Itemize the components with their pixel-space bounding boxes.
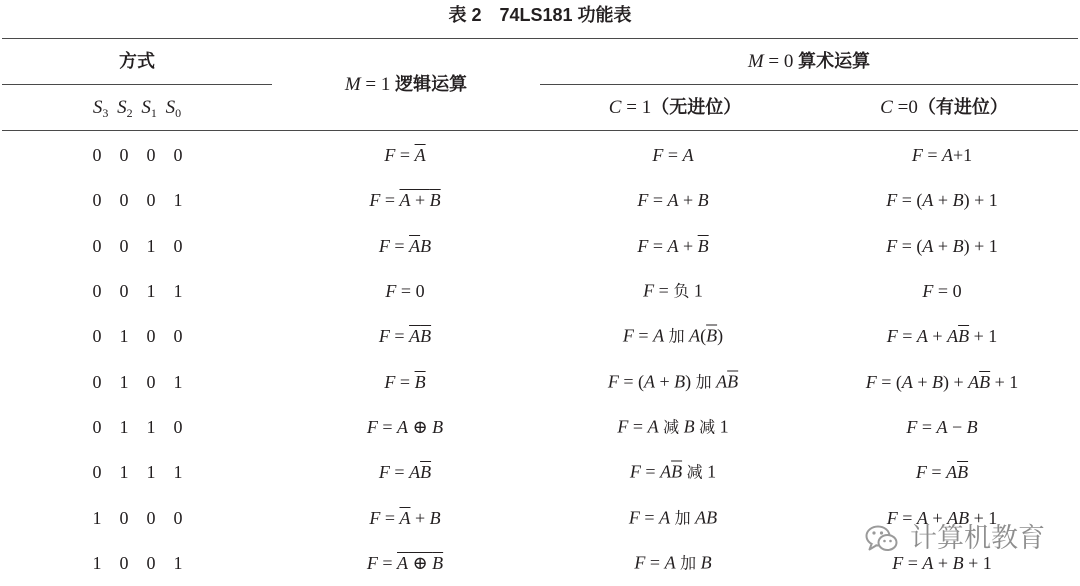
variable: A: [409, 462, 421, 483]
table-row: [0, 314, 1080, 359]
mode-bit: 0: [146, 507, 156, 528]
variable: A: [397, 552, 409, 573]
mode-bit: 0: [119, 280, 129, 301]
variable: A: [695, 507, 707, 528]
variable: F: [637, 235, 649, 256]
variable: F: [629, 461, 641, 482]
mode-bit: 1: [173, 552, 183, 573]
logic-formula: F = A ⊕ B: [366, 416, 444, 437]
no-carry-formula: F = A 减 B 减 1: [617, 416, 729, 437]
header-arithmetic-rule: [540, 84, 1078, 85]
variable: B: [420, 235, 432, 256]
logic-formula: F = 0: [385, 280, 425, 301]
variable: F: [865, 371, 877, 392]
cjk-text: 加: [680, 553, 697, 573]
variable: M: [747, 51, 764, 72]
variable: B: [952, 190, 964, 211]
wechat-icon: [865, 524, 899, 554]
variable: A: [947, 326, 959, 347]
variable: A: [901, 371, 913, 392]
variable: A: [916, 326, 928, 347]
carry-formula: $F = A\overline{B}$: [915, 462, 969, 483]
mode-bit: 0: [92, 371, 102, 392]
variable: A: [922, 552, 934, 573]
carry-formula: $F = (A + B) + A\overline{B} + 1$: [865, 371, 1019, 392]
cjk-text: 减: [663, 417, 680, 437]
cjk-text: （有进位）: [917, 97, 1008, 118]
overlined-term: A ⊕ B: [397, 552, 444, 573]
cjk-text: （无进位）: [651, 97, 742, 118]
variable: $\overline{B}$: [671, 461, 683, 482]
variable: $\overline{B}$: [957, 462, 969, 483]
header-carry: C =0（有进位）: [880, 97, 1008, 118]
mode-bit: 0: [92, 235, 102, 256]
mode-bit: 1: [173, 371, 183, 392]
mode-bit: 1: [119, 462, 129, 483]
overlined-term: [409, 236, 420, 256]
overlined-term: [698, 236, 709, 256]
cjk-text: 负: [673, 281, 690, 301]
variable: $\overline{B}$: [979, 371, 991, 392]
mode-bit: 0: [92, 326, 102, 347]
logic-formula: F = A ⊕ B: [366, 552, 444, 573]
overlined-term: [727, 371, 738, 391]
variable: B: [420, 326, 432, 347]
mode-bit: 0: [92, 280, 102, 301]
cjk-text: 减: [686, 462, 703, 482]
variable: $\overline{B}$: [697, 235, 709, 256]
variable: S: [165, 97, 176, 118]
no-carry-formula: F = A: [652, 145, 694, 165]
no-carry-formula: F = A 加 AB: [628, 507, 718, 528]
variable: F: [911, 145, 923, 165]
mode-bit: 1: [119, 326, 129, 347]
mode-bit: 0: [119, 507, 129, 528]
variable: F: [637, 190, 649, 211]
no-carry-formula: F = A 加 B: [634, 552, 712, 573]
mode-bit: 0: [92, 462, 102, 483]
variable: S: [141, 97, 151, 118]
variable: B: [966, 416, 978, 437]
variable: F: [892, 552, 904, 573]
variable: F: [366, 416, 378, 437]
overlined-term: [957, 462, 968, 482]
header-mode-rule: [2, 84, 272, 85]
subscript: 2: [126, 106, 133, 120]
mode-bit: 1: [146, 235, 156, 256]
mode-bit: 1: [92, 507, 102, 528]
variable: A: [667, 235, 679, 256]
carry-formula: $F = A + A\overline{B} + 1$: [886, 326, 998, 347]
variable: F: [634, 552, 646, 573]
variable: A: [664, 552, 676, 573]
table-title: 表 2 74LS181 功能表: [448, 5, 632, 25]
variable: A: [716, 371, 728, 392]
no-carry-formula: F = A 加 $A(\overline{B})$: [622, 325, 724, 346]
variable: A: [647, 416, 659, 437]
mode-bit: 1: [173, 280, 183, 301]
mode-bit: 0: [119, 145, 129, 165]
variable: F: [378, 235, 390, 256]
variable: A: [947, 507, 959, 528]
variable: A: [922, 235, 934, 256]
no-carry-formula: $F = A + \overline{B}$: [637, 235, 709, 256]
variable: F: [906, 416, 918, 437]
variable: C: [608, 97, 622, 118]
variable: A: [667, 190, 679, 211]
variable: A: [916, 507, 928, 528]
variable: B: [952, 235, 964, 256]
mode-bit: 1: [119, 371, 129, 392]
variable: F: [886, 235, 898, 256]
variable: F: [622, 325, 634, 346]
variable: A: [936, 416, 948, 437]
variable: F: [643, 280, 655, 301]
cjk-text: 减: [699, 417, 716, 437]
variable: F: [366, 552, 378, 573]
mode-bit: 0: [173, 326, 183, 347]
mode-bit: 1: [146, 280, 156, 301]
variable: B: [697, 190, 709, 211]
variable: S: [117, 97, 127, 118]
variable: B: [429, 507, 441, 528]
variable: F: [886, 507, 898, 528]
variable: A: [660, 461, 672, 482]
header-mode: 方式: [119, 51, 155, 72]
overlined-term: [409, 326, 431, 346]
mode-bit: 1: [92, 552, 102, 573]
variable: F: [652, 145, 664, 165]
carry-formula: F = A+1: [911, 145, 973, 165]
mode-bit: 1: [146, 462, 156, 483]
overlined-term: [979, 372, 990, 392]
table-top-rule: [2, 38, 1078, 39]
table-row: [0, 268, 1080, 313]
variable: A: [922, 190, 934, 211]
variable: A: [653, 325, 665, 346]
overlined-term: [415, 372, 426, 392]
variable: A: [968, 371, 980, 392]
logic-formula: $F = A\overline{B}$: [378, 462, 432, 483]
header-arithmetic-operation: M = 0 算术运算: [747, 51, 871, 72]
mode-bit: 0: [119, 190, 129, 211]
subscript: 1: [150, 106, 157, 120]
variable: $\overline{A}$: [409, 235, 421, 256]
variable: $\overline{B}$: [706, 325, 718, 346]
cjk-text: 加: [674, 508, 691, 528]
overlined-term: [420, 462, 431, 482]
variable: F: [378, 462, 390, 483]
carry-formula: F = 0: [922, 280, 962, 301]
overlined-term: [958, 326, 969, 346]
header-mode-bits: [93, 96, 181, 120]
mode-bit: 0: [119, 552, 129, 573]
no-carry-formula: $F = A\overline{B}$ 减 1: [629, 461, 717, 482]
overlined-term: A + B: [399, 190, 441, 211]
variable: B: [683, 416, 695, 437]
no-carry-formula: F = A + B: [637, 190, 709, 211]
variable: F: [385, 280, 397, 301]
variable: B: [958, 507, 970, 528]
variable: F: [378, 326, 390, 347]
overlined-term: [415, 145, 426, 165]
variable: A: [399, 190, 411, 211]
logic-formula: $F = \overline{A}$: [384, 145, 426, 165]
no-carry-formula: F = 负 1: [643, 280, 703, 301]
logic-formula: F = AB: [378, 326, 432, 347]
table-row: [0, 133, 1080, 178]
subscript: 0: [175, 106, 182, 120]
mode-bit: 0: [146, 371, 156, 392]
subscript: 3: [102, 106, 109, 120]
watermark-text: 计算机教育: [910, 523, 1045, 554]
header-logic-operation: M = 1 逻辑运算: [344, 74, 468, 95]
mode-bit: 1: [119, 416, 129, 437]
mode-bit: 0: [146, 145, 156, 165]
no-carry-formula: F = (A + B) 加 $A\overline{B}$: [607, 371, 739, 392]
variable: F: [607, 371, 619, 392]
table-row: [0, 178, 1080, 223]
logic-formula: $F = \overline{B}$: [384, 371, 426, 392]
mode-bit: 0: [173, 145, 183, 165]
variable: A: [682, 145, 694, 165]
variable: F: [886, 190, 898, 211]
mode-bit: 0: [173, 507, 183, 528]
mode-bit: 0: [173, 416, 183, 437]
cjk-text: 算术运算: [798, 51, 871, 72]
carry-formula: F = A − B: [906, 416, 978, 437]
logic-formula: $F = \overline{A}B$: [378, 235, 432, 256]
variable: $\overline{A}$: [399, 507, 411, 528]
table-header-rule: [2, 130, 1078, 131]
mode-bit: 0: [146, 326, 156, 347]
carry-formula: F = (A + B) + 1: [886, 235, 998, 256]
mode-bit: 1: [146, 416, 156, 437]
cjk-text: 加: [668, 326, 685, 346]
variable: A: [659, 507, 671, 528]
variable: B: [429, 190, 441, 211]
variable: B: [932, 371, 943, 392]
mode-bit: 0: [173, 235, 183, 256]
variable: F: [915, 462, 927, 483]
cjk-text: 逻辑运算: [395, 74, 468, 95]
overlined-term: [400, 508, 411, 528]
variable: $\overline{B}$: [420, 462, 432, 483]
table-row: [0, 404, 1080, 449]
variable: A: [397, 416, 409, 437]
variable: A: [689, 325, 701, 346]
variable: B: [706, 507, 718, 528]
variable: A: [946, 462, 958, 483]
carry-formula: F = A + B + 1: [892, 552, 992, 573]
mode-bit: 0: [119, 235, 129, 256]
variable: M: [344, 74, 361, 95]
variable: A: [643, 371, 655, 392]
variable: F: [369, 190, 381, 211]
variable: B: [674, 371, 686, 392]
variable: F: [628, 507, 640, 528]
mode-bit: 0: [92, 145, 102, 165]
carry-formula: F = A + AB + 1: [886, 507, 998, 528]
logic-formula: F = A + B: [369, 190, 441, 211]
mode-bit: 0: [92, 416, 102, 437]
logic-formula: $F = \overline{A} + B$: [369, 507, 441, 528]
mode-bit: 0: [146, 552, 156, 573]
mode-bit: 0: [146, 190, 156, 211]
overlined-term: [706, 326, 717, 346]
variable: F: [922, 280, 934, 301]
variable: B: [952, 552, 964, 573]
variable: S: [92, 97, 103, 118]
variable: F: [886, 326, 898, 347]
variable: A: [409, 326, 421, 347]
mode-bit: 1: [173, 190, 183, 211]
variable: F: [617, 416, 629, 437]
variable: A: [942, 145, 953, 165]
table-row: [0, 450, 1080, 495]
variable: F: [369, 507, 381, 528]
variable: B: [700, 552, 712, 573]
variable: $\overline{A}$: [414, 145, 426, 165]
table-row: [0, 223, 1080, 268]
variable: $\overline{B}$: [414, 371, 426, 392]
cjk-text: 加: [695, 372, 712, 392]
variable: C: [880, 97, 893, 118]
mode-bit: 1: [173, 462, 183, 483]
overlined-term: [671, 462, 682, 482]
variable: F: [384, 371, 396, 392]
carry-formula: F = (A + B) + 1: [886, 190, 998, 211]
variable: $\overline{B}$: [727, 371, 739, 392]
variable: $\overline{B}$: [958, 326, 970, 347]
variable: B: [432, 416, 444, 437]
table-row: [0, 359, 1080, 404]
header-no-carry: C = 1（无进位）: [608, 97, 742, 118]
variable: B: [432, 552, 444, 573]
mode-bit: 0: [92, 190, 102, 211]
variable: F: [384, 145, 396, 165]
